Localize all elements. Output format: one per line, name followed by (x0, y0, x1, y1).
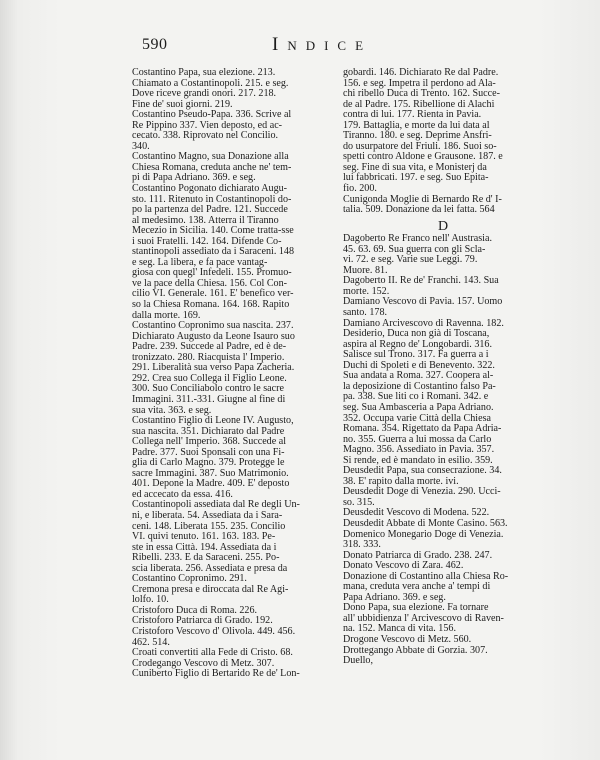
index-line: Duello, (343, 655, 373, 667)
index-line: 318. 333. (343, 539, 381, 551)
index-line: na. 152. Manca di vita. 156. (343, 623, 456, 635)
index-line: i suoi Fratelli. 142. 164. Difende Co- (132, 235, 282, 247)
index-line: Collega nell' Imperio. 368. Succede al (132, 436, 287, 448)
index-line: talia. 509. Donazione da lei fatta. 564 (343, 204, 495, 216)
index-line: aspira al Regno de' Longobardi. 316. (343, 338, 492, 350)
index-line: Costantino Pogonato dichiarato Augu- (132, 183, 288, 195)
index-line: Deusdedit Papa, sua consecrazione. 34. (343, 465, 502, 477)
index-line: Chiamato a Costantinopoli. 215. e seg. (132, 77, 289, 89)
index-line: mana, creduta vera anche a' tempi di (343, 581, 491, 593)
index-line: 352. Occupa varie Città della Chiesa (343, 412, 491, 424)
index-line: so. 315. (343, 496, 375, 508)
index-line: 462. 514. (132, 636, 170, 648)
index-line: Cuniberto Figlio di Bertarido Re de' Lon- (132, 668, 300, 680)
index-line: ceni. 148. Liberata 155. 235. Concilio (132, 520, 286, 532)
index-line: Deusdedit Doge di Venezia. 290. Ucci- (343, 486, 501, 498)
index-line: Immagini. 311.-331. Giugne al fine di (132, 393, 286, 405)
index-line: al medesimo. 138. Atterra il Tiranno (132, 214, 279, 226)
index-line: sacre Immagini. 387. Suo Matrimonio. (132, 467, 289, 479)
index-line: Cunigonda Moglie di Bernardo Re d' I- (343, 193, 502, 205)
index-line: ed accecato da essa. 416. (132, 488, 233, 500)
index-line: morte. 152. (343, 285, 390, 297)
index-line: glia di Carlo Magno. 379. Protegge le (132, 457, 285, 469)
index-line: Donazione di Costantino alla Chiesa Ro- (343, 570, 509, 582)
index-line: po la partenza del Padre. 121. Succede (132, 204, 288, 216)
index-line: cilio VI. Generale. 161. E' benefico ver- (132, 288, 294, 300)
index-line: Damiano Arcivescovo di Ravenna. 182. (343, 317, 504, 329)
index-line: Drogone Vescovo di Metz. 560. (343, 633, 472, 645)
index-line: scia liberata. 256. Assediata e presa da (132, 562, 288, 574)
index-line: chi ribello Duca di Trento. 162. Succe- (343, 88, 500, 100)
index-line: Re Pippino 337. Vien deposto, ed ac- (132, 119, 283, 131)
index-line: stantinopoli assediato da i Saraceni. 148 (132, 246, 295, 258)
index-line: sua vita. 363. e seg. (132, 404, 212, 416)
right-column-continued-entries (343, 68, 543, 216)
index-line: pi di Papa Adriano. 369. e seg. (132, 172, 256, 184)
index-line: Padre. 377. Suoi Sponsali con una Fi- (132, 446, 285, 458)
index-line: so la Chiesa Romana. 164. 168. Rapito (132, 299, 290, 311)
index-line: Sua andata a Roma. 327. Coopera al- (343, 370, 494, 382)
index-line: e seg. La libera, e fa pace vantag- (132, 256, 268, 268)
index-line: Deusdedit Abbate di Monte Casino. 563. (343, 517, 508, 529)
index-line: spetti contro Aldone e Grausone. 187. e (343, 151, 503, 163)
index-line: Dagoberto Re Franco nell' Austrasia. (343, 233, 492, 245)
index-line: Costantino Papa, sua elezione. 213. (132, 67, 276, 78)
index-line: 156. e seg. Impetra il perdono ad Ala- (343, 77, 496, 89)
index-line: fio. 200. (343, 183, 377, 195)
index-line: no. 355. Guerra a lui mossa da Carlo (343, 433, 492, 445)
index-line: lolfo. 10. (132, 594, 169, 606)
index-line: Donato Patriarca di Grado. 238. 247. (343, 549, 493, 561)
index-line: Cristoforo Patriarca di Grado. 192. (132, 615, 273, 627)
index-line: Cremona presa e diroccata dal Re Agi- (132, 583, 289, 595)
index-line: Costantino Copronimo sua nascita. 237. (132, 320, 294, 332)
index-line: 401. Depone la Madre. 409. E' deposto (132, 478, 290, 490)
index-line: Costantino Copronimo. 291. (132, 573, 247, 585)
index-line: Donato Vescovo di Zara. 462. (343, 560, 464, 572)
index-line: dalla morte. 169. (132, 309, 201, 321)
index-line: 38. E' rapito dalla morte. ivi. (343, 475, 459, 487)
index-line: Romana. 354. Rigettato da Papa Adria- (343, 423, 502, 435)
index-line: VI. quivi tenuto. 161. 163. 183. Pe- (132, 531, 276, 543)
index-line: sto. 111. Ritenuto in Costantinopoli do- (132, 193, 292, 205)
index-line: Costantino Figlio di Leone IV. Augusto, (132, 415, 294, 427)
index-line: vi. 72. e seg. Varie sue Leggi. 79. (343, 254, 478, 266)
index-line: Costantino Pseudo-Papa. 336. Scrive al (132, 109, 292, 121)
right-column-d-entries (343, 234, 543, 666)
index-line: 300. Suo Conciliabolo contro le sacre (132, 383, 284, 395)
page-title: Indice (272, 34, 373, 55)
index-line: pa. 338. Sue liti co i Romani. 342. e (343, 391, 489, 403)
index-line: giosa con quegl' Infedeli. 155. Promuo- (132, 267, 292, 279)
index-line: Dichiarato Augusto da Leone Isauro suo (132, 330, 295, 342)
right-column (343, 68, 543, 667)
section-letter: D (437, 218, 449, 234)
index-line: lui fabbricati. 197. e seg. Suo Epita- (343, 172, 489, 184)
index-line: Croati convertiti alla Fede di Cristo. 68. (132, 647, 293, 659)
index-line: Muore. 81. (343, 264, 388, 276)
index-line: do usurpatore del Friuli. 186. Suoi so- (343, 140, 497, 152)
index-line: Salisce sul Trono. 317. Fa guerra a i (343, 349, 489, 361)
index-line: seg. Sua Ambasceria a Papa Adriano. (343, 401, 494, 413)
index-line: Crodegango Vescovo di Metz. 307. (132, 657, 275, 669)
index-line: ni, e liberata. 54. Assediata da i Sara- (132, 509, 283, 521)
index-line: santo. 178. (343, 307, 388, 319)
index-line: Duchi di Spoleti e di Benevento. 322. (343, 359, 495, 371)
index-line: Si rende, ed è mandato in esilio. 359. (343, 454, 493, 466)
index-line: gobardi. 146. Dichiarato Re dal Padre. (343, 67, 499, 78)
index-line: Fine de' suoi giorni. 219. (132, 98, 233, 110)
index-line: Cristoforo Vescovo d' Olivola. 449. 456. (132, 625, 296, 637)
index-line: 45. 63. 69. Sua guerra con gli Scla- (343, 243, 486, 255)
index-line: Ribelli. 233. E da Saraceni. 255. Po- (132, 552, 280, 564)
index-line: Mecezio in Sicilia. 140. Come tratta-sse (132, 225, 294, 237)
index-line: Costantinopoli assediata dal Re degli Un- (132, 499, 300, 511)
index-line: 179. Battaglia, e morte da lui data al (343, 119, 490, 131)
index-line: sua nascita. 351. Dichiarato dal Padre (132, 425, 285, 437)
index-line: ste in essa Città. 194. Assediata da i (132, 541, 277, 553)
index-line: 292. Crea suo Collega il Figlio Leone. (132, 372, 287, 384)
index-line: la deposizione di Costantino falso Pa- (343, 380, 496, 392)
index-line: Domenico Monegario Doge di Venezia. (343, 528, 504, 540)
index-line: Dove riceve grandi onori. 217. 218. (132, 88, 277, 100)
index-line: de al Padre. 175. Ribellione di Alachi (343, 98, 495, 110)
left-column (132, 68, 342, 680)
index-line: Dagoberto II. Re de' Franchi. 143. Sua (343, 275, 499, 287)
index-line: ve la pace della Chiesa. 156. Col Con- (132, 277, 288, 289)
index-line: Drottegango Abbate di Gorzia. 307. (343, 644, 488, 656)
index-line: Deusdedit Vescovo di Modena. 522. (343, 507, 490, 519)
index-line: Tiranno. 180. e seg. Deprime Ansfri- (343, 130, 492, 142)
index-line: seg. Fine di sua vita, e Monisterj da (343, 161, 487, 173)
index-line: 291. Liberalità sua verso Papa Zacheria. (132, 362, 295, 374)
index-line: Dono Papa, sua elezione. Fa tornare (343, 602, 489, 614)
page-number: 590 (142, 36, 168, 53)
index-line: Costantino Magno, sua Donazione alla (132, 151, 289, 163)
index-line: Desiderio, Duca non già di Toscana, (343, 328, 490, 340)
index-line: contra di lui. 177. Rienta in Pavia. (343, 109, 482, 121)
index-line: Cristoforo Duca di Roma. 226. (132, 604, 258, 616)
index-line: Padre. 239. Succede al Padre, ed è de- (132, 341, 287, 353)
index-line: all' ubbidienza l' Arcivescovo di Raven- (343, 612, 504, 624)
index-line: tronizzato. 280. Riacquista l' Imperio. (132, 351, 285, 363)
index-line: Chiesa Romana, creduta anche ne' tem- (132, 161, 292, 173)
index-line: Damiano Vescovo di Pavia. 157. Uomo (343, 296, 503, 308)
index-line: Magno. 356. Assediato in Pavia. 357. (343, 444, 495, 456)
index-line: Papa Adriano. 369. e seg. (343, 591, 446, 603)
index-line: 340. (132, 140, 150, 152)
index-line: cecato. 338. Riprovato nel Concilio. (132, 130, 279, 142)
